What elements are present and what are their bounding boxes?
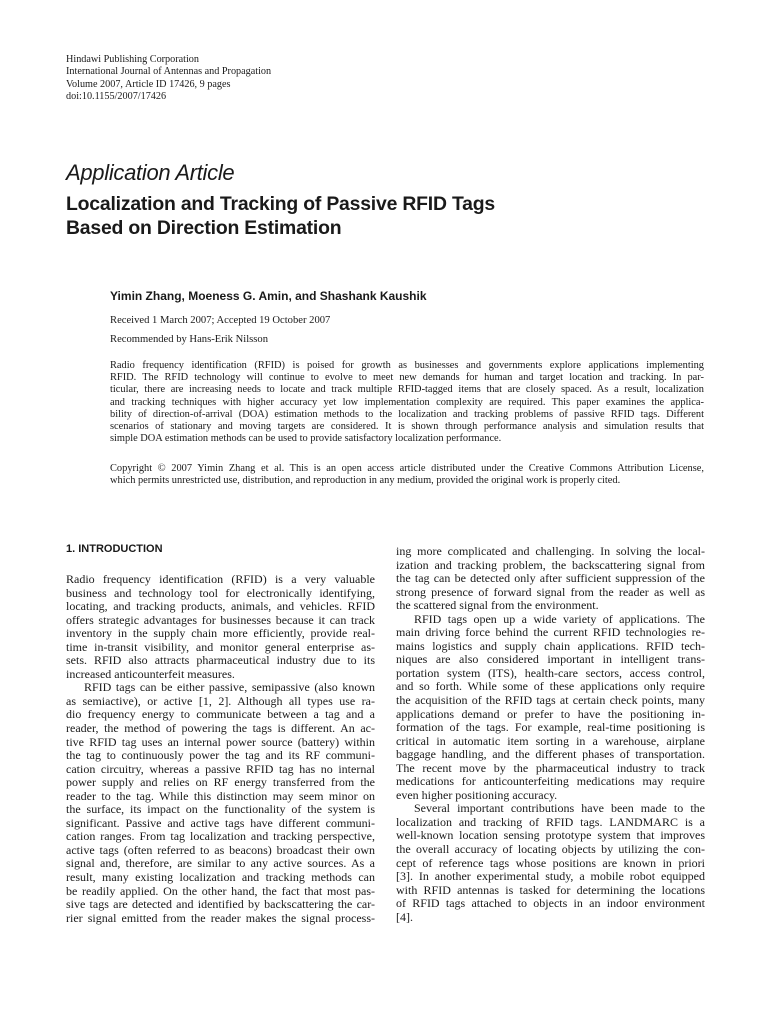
body-line: Several important contributions have been made to the bbox=[414, 801, 705, 816]
body-line: RFID tags open up a wide variety of applications. The bbox=[414, 611, 705, 626]
body-line: of RFID tags attached to objects in an indoor environment bbox=[396, 896, 705, 911]
body-line: with RFID antennas is tasked for determining the locations bbox=[396, 882, 705, 897]
body-line: the surface, its impact on the functionality of the system is bbox=[66, 802, 375, 817]
body-line: active tags (often referred to as beacons) broadcast their own bbox=[66, 842, 375, 857]
body-line: portation system (ITS), health-care sectors, access control, bbox=[396, 665, 705, 680]
body-line: even higher positioning accuracy. bbox=[396, 787, 558, 802]
body-line: result, many existing localization and tracking methods can bbox=[66, 870, 375, 885]
abstract-line: ticular, there are increasing needs to locate and track multiple RFID-tagged items that are closely spaced. As a result, localization bbox=[110, 384, 704, 396]
body-line: reader, the method of powering the tags is different. An ac- bbox=[66, 721, 375, 736]
publisher-line: Hindawi Publishing Corporation bbox=[66, 54, 199, 65]
body-line: cation ranges. From tag localization and tracking perspective, bbox=[66, 829, 375, 844]
title-line: Localization and Tracking of Passive RFID Tags bbox=[66, 193, 495, 215]
body-line: the acquisition of the RFID tags at certain check points, many bbox=[396, 693, 705, 708]
abstract bbox=[110, 360, 704, 445]
body-line: reader to the tag. While this distinction may seem minor on bbox=[66, 788, 375, 803]
body-line: medications for anticounterfeiting medications may require bbox=[396, 774, 705, 789]
body-line: inventory in the supply chain more efficiently, provide real- bbox=[66, 626, 375, 641]
title-line: Based on Direction Estimation bbox=[66, 217, 342, 239]
body-line: strong presence of forward signal from the reader as well as bbox=[396, 584, 705, 599]
body-line: formation of the tags. For example, real-time positioning is bbox=[396, 720, 705, 735]
body-line: offers strategic advantages for businesses because it can track bbox=[66, 612, 375, 627]
body-line: sive tags are detected and identified by backscattering the car- bbox=[66, 897, 375, 912]
section-heading: 1. INTRODUCTION bbox=[66, 543, 163, 555]
journal-info bbox=[66, 54, 271, 104]
copyright-line: which permits unrestricted use, distribution, and reproduction in any medium, provided the original work is properly cited. bbox=[110, 475, 621, 487]
body-line: sets. RFID also attracts pharmaceutical industry due to its bbox=[66, 653, 375, 668]
body-line: signal and, therefore, are similar to any active sources. As a bbox=[66, 856, 375, 871]
body-line: localization and tracking of RFID tags. LANDMARC is a bbox=[396, 814, 705, 829]
body-line: the tag can be detected only after sufficient suppression of the bbox=[396, 571, 705, 586]
body-line: business and technology tool for electronically identifying, bbox=[66, 585, 375, 600]
body-line: ization and tracking problem, the backscattering signal from bbox=[396, 557, 705, 572]
article-title bbox=[66, 192, 495, 240]
journal-name-line: International Journal of Antennas and Propagation bbox=[66, 66, 272, 78]
recommended-by: Recommended by Hans-Erik Nilsson bbox=[110, 334, 268, 345]
body-line: locating, and tracking products, animals, and vehicles. RFID bbox=[66, 599, 375, 614]
volume-line: Volume 2007, Article ID 17426, 9 pages bbox=[66, 78, 231, 90]
author-list: Yimin Zhang, Moeness G. Amin, and Shashank Kaushik bbox=[110, 289, 427, 303]
body-line: RFID tags can be either passive, semipassive (also known bbox=[84, 680, 375, 695]
body-line: and so forth. While some of these applications only require bbox=[396, 679, 705, 694]
body-line: rier signal emitted from the reader makes the signal process- bbox=[66, 910, 375, 925]
body-line: cation circuitry, whereas a passive RFID tag has no internal bbox=[66, 761, 375, 776]
body-line: [4]. bbox=[396, 909, 413, 924]
received-dates: Received 1 March 2007; Accepted 19 October 2007 bbox=[110, 315, 331, 326]
body-line: main driving force behind the current RFID technologies re- bbox=[396, 625, 705, 640]
body-line: well-known location sensing prototype system that improves bbox=[396, 828, 705, 843]
body-line: niques are also considered important in intelligent trans- bbox=[396, 652, 705, 667]
body-line: The recent move by the pharmaceutical industry to track bbox=[396, 760, 705, 775]
doi-line: doi:10.1155/2007/17426 bbox=[66, 91, 167, 103]
body-line: applications demand or prefer to have the positioning in- bbox=[396, 706, 705, 721]
abstract-line: bility of direction-of-arrival (DOA) estimation methods to the localization and tracking problems of passive RFID tags. Different bbox=[110, 408, 704, 420]
body-line: cept of reference tags whose positions are known in priori bbox=[396, 855, 705, 870]
left-column bbox=[66, 573, 375, 925]
body-line: increased anticounterfeit measures. bbox=[66, 666, 235, 681]
abstract-line: and tracking techniques with higher accuracy yet low implementation complexity are required. This paper examines the applica- bbox=[110, 396, 704, 408]
body-line: [3]. In another experimental study, a mobile robot equipped bbox=[396, 869, 705, 884]
body-line: the scattered signal from the environment. bbox=[396, 598, 599, 613]
body-line: ing more complicated and challenging. In solving the local- bbox=[396, 544, 705, 558]
body-line: the overall accuracy of locating objects by utilizing the con- bbox=[396, 842, 705, 857]
body-line: time in-transit visibility, and monitor general enterprise as- bbox=[66, 639, 375, 654]
body-line: baggage handling, and the different phases of transportation. bbox=[396, 747, 705, 762]
body-line: tive RFID tag uses an internal power source (battery) within bbox=[66, 734, 375, 749]
body-line: be readily applied. On the other hand, the fact that most pas- bbox=[66, 883, 375, 898]
body-line: as semiactive), or active [1, 2]. Although all types use ra- bbox=[66, 693, 375, 708]
article-type: Application Article bbox=[66, 160, 235, 185]
copyright-notice bbox=[110, 463, 704, 487]
body-line: critical in automatic item sorting in a warehouse, airplane bbox=[396, 733, 705, 748]
body-line: power supply and relies on RF energy transferred from the bbox=[66, 775, 375, 790]
copyright-line: Copyright © 2007 Yimin Zhang et al. This is an open access article distributed under the Creative Commons Attribution License, bbox=[110, 463, 704, 474]
body-line: the tag to continuously power the tag and its RF communi- bbox=[66, 748, 375, 763]
abstract-line: RFID. The RFID technology will continue to evolve to meet new demands for human and target location and tracking. In par- bbox=[110, 372, 704, 384]
abstract-line: Radio frequency identification (RFID) is poised for growth as businesses and governments explore applications implementing bbox=[110, 360, 704, 371]
body-line: dio frequency energy to communicate between a tag and a bbox=[66, 707, 375, 722]
right-column bbox=[396, 545, 705, 924]
abstract-line: scenarios of stationary and moving targets are considered. It is shown through performance analysis and simulation results that bbox=[110, 421, 704, 433]
body-line: significant. Passive and active tags have different communi- bbox=[66, 815, 375, 830]
abstract-line: simple DOA estimation methods can be used to provide satisfactory localization performance. bbox=[110, 433, 502, 445]
body-line: mains logistics and supply chain applications. RFID tech- bbox=[396, 638, 705, 653]
body-line: Radio frequency identification (RFID) is a very valuable bbox=[66, 572, 375, 586]
